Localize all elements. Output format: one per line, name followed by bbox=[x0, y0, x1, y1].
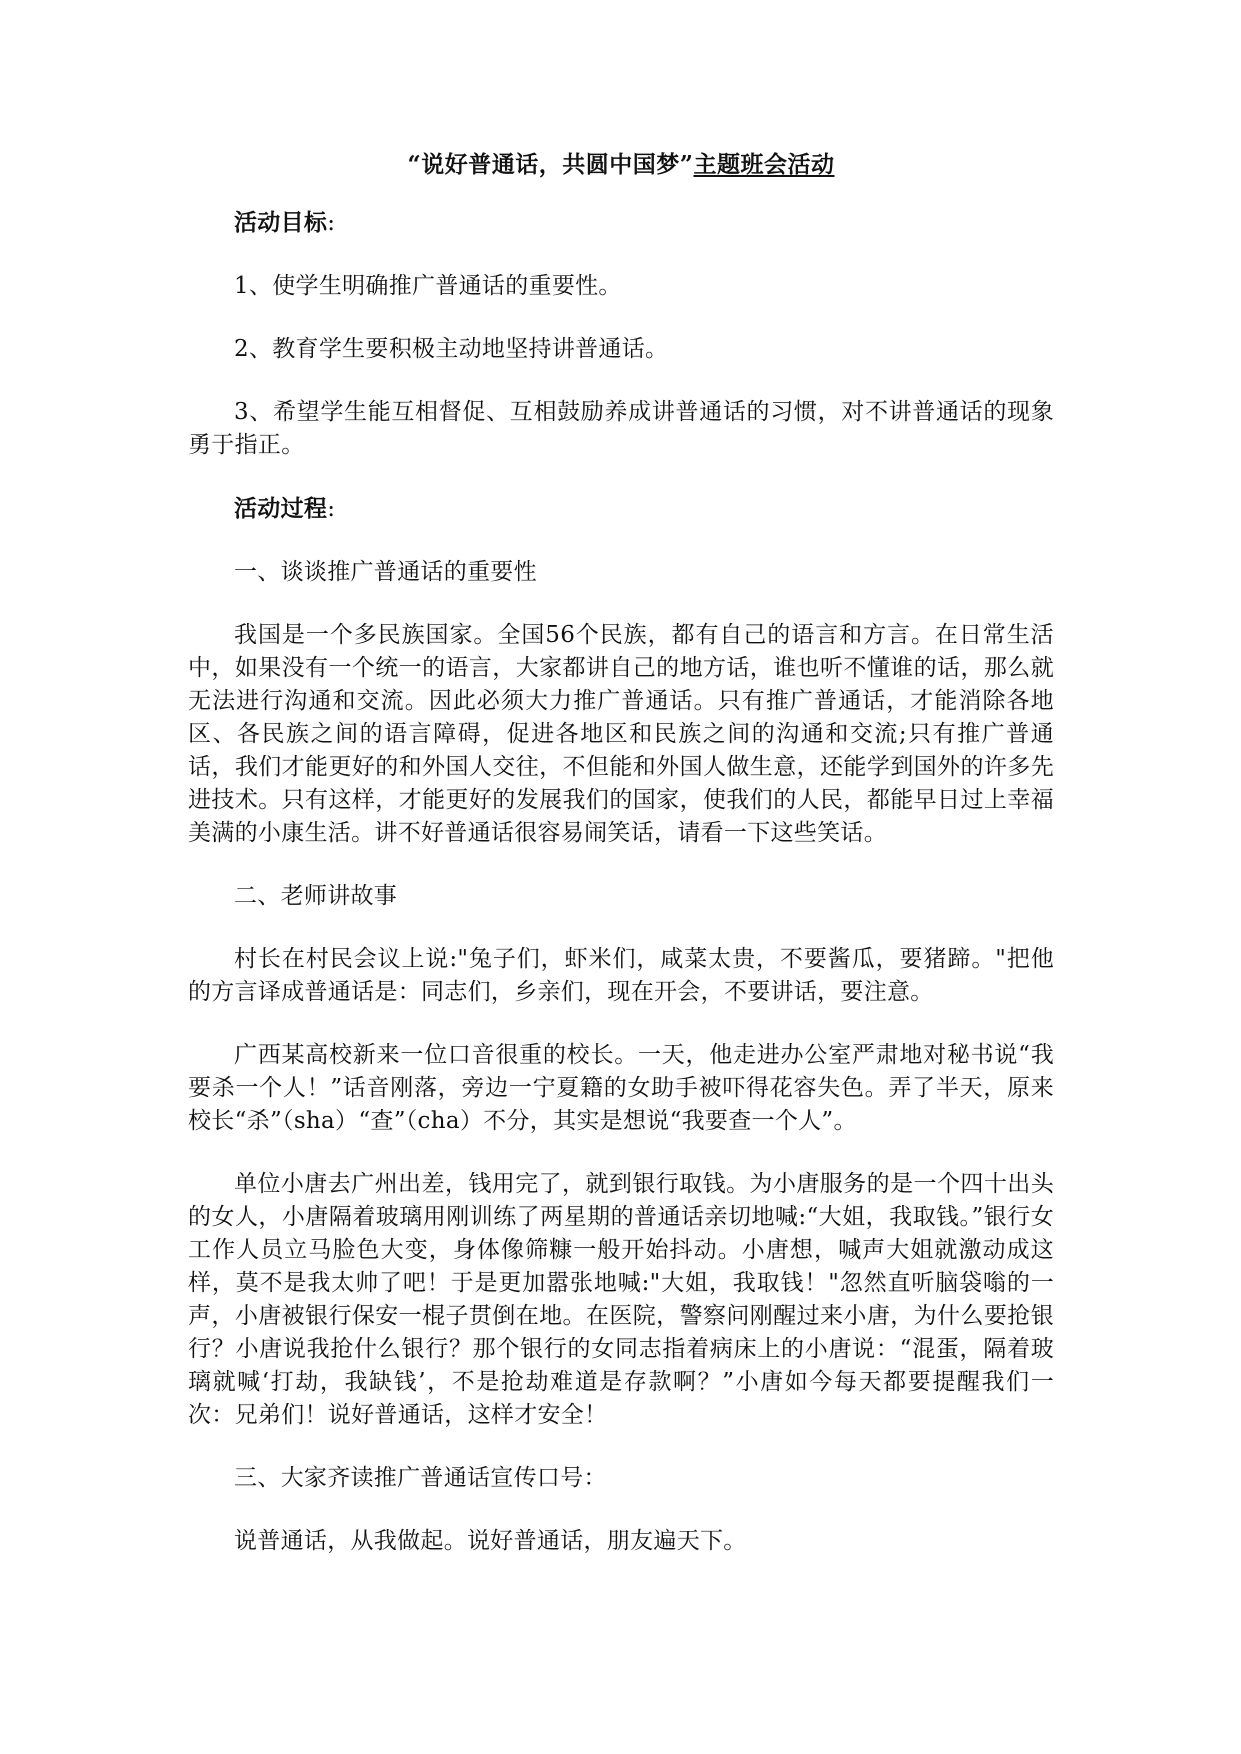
story-3-paragraph: 单位小唐去广州出差，钱用完了，就到银行取钱。为小唐服务的是一个四十出头的女人，小唐隔着玻璃用刚训练了两星期的普通话亲切地喊:“大姐，我取钱。”银行女工作人员立马脸色大变，身体像筛糠一般开始抖动。小唐想，喊声大姐就激动成这样，莫不是我太帅了吧！于是更加嚣张地喊:"大姐，我取钱！"忽然直听脑袋嗡的一声，小唐被银行保安一棍子贯倒在地。在医院，警察问刚醒过来小唐，为什么要抢银行？小唐说我抢什么银行？那个银行的女同志指着病床上的小唐说：“混蛋，隔着玻璃就喊‘打劫，我缺钱’，不是抢劫难道是存款啊？”小唐如今每天都要提醒我们一次：兄弟们！说好普通话，这样才安全！ bbox=[188, 1171, 1054, 1428]
section-1-heading: 一、谈谈推广普通话的重要性 bbox=[234, 559, 537, 585]
section-1-paragraph: 我国是一个多民族国家。全国56个民族，都有自己的语言和方言。在日常生活中，如果没有一个统一的语言，大家都讲自己的地方话，谁也听不懂谁的话，那么就无法进行沟通和交流。因此必须大力推广普通话。只有推广普通话，才能消除各地区、各民族之间的语言障碍，促进各地区和民族之间的沟通和交流;只有推广普通话，我们才能更好的和外国人交往，不但能和外国人做生意，还能学到国外的许多先进技术。只有这样，才能更好的发展我们的国家，使我们的人民，都能早日过上幸福美满的小康生活。讲不好普通话很容易闹笑话，请看一下这些笑话。 bbox=[188, 622, 1054, 846]
goals-heading-paragraph bbox=[188, 206, 1054, 240]
title-quoted-theme: “说好普通话，共圆中国梦” bbox=[407, 151, 694, 178]
story-1-paragraph: 村长在村民会议上说:"兔子们，虾米们，咸菜太贵，不要酱瓜，要猪蹄。"把他的方言译成普通话是：同志们，乡亲们，现在开会，不要讲话，要注意。 bbox=[188, 946, 1054, 1005]
page-title bbox=[188, 148, 1054, 182]
process-heading-paragraph bbox=[188, 492, 1054, 526]
process-heading: 活动过程 bbox=[234, 495, 328, 522]
section-2-heading: 二、老师讲故事 bbox=[234, 883, 398, 909]
goal-item-1: 1、使学生明确推广普通话的重要性。 bbox=[234, 273, 622, 299]
goal-item-2: 2、教育学生要积极主动地坚持讲普通话。 bbox=[234, 336, 669, 362]
story-2-paragraph: 广西某高校新来一位口音很重的校长。一天，他走进办公室严肃地对秘书说“我要杀一个人！”话音刚落，旁边一宁夏籍的女助手被吓得花容失色。弄了半天，原来校长“杀”（sha）“查”（cha）不分，其实是想说“我要查一个人”。 bbox=[188, 1042, 1054, 1134]
document-body bbox=[188, 148, 1054, 1586]
goals-heading-colon: : bbox=[327, 210, 336, 236]
title-underlined-subject: 主题班会活动 bbox=[693, 151, 835, 178]
goal-item-3: 3、希望学生能互相督促、互相鼓励养成讲普通话的习惯，对不讲普通话的现象勇于指正。 bbox=[188, 399, 1054, 458]
section-3-heading: 三、大家齐读推广普通话宣传口号： bbox=[234, 1465, 607, 1491]
slogan-paragraph: 说普通话，从我做起。说好普通话，朋友遍天下。 bbox=[234, 1528, 747, 1554]
process-heading-colon: : bbox=[327, 496, 336, 522]
goals-heading: 活动目标 bbox=[234, 209, 328, 236]
